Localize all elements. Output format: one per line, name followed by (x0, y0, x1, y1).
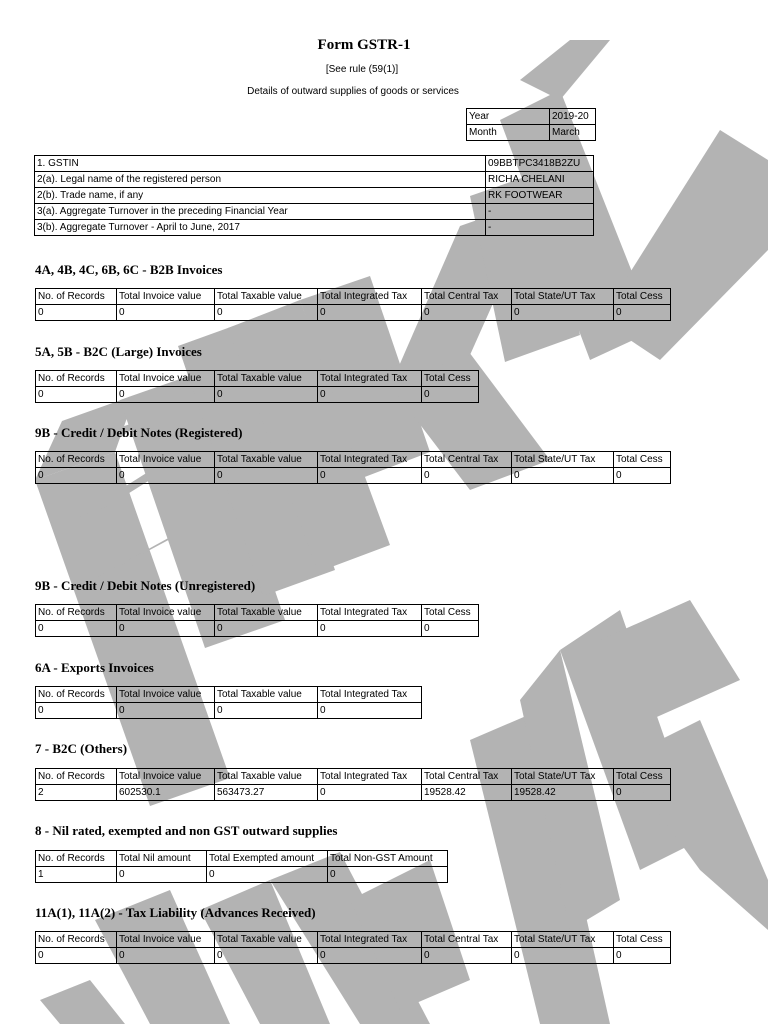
section-title-cdn-registered: 9B - Credit / Debit Notes (Registered) (35, 425, 243, 440)
info-label: 1. GSTIN (35, 156, 486, 172)
info-label: 3(b). Aggregate Turnover - April to June, 2017 (35, 220, 486, 236)
column-header: Total Invoice value (117, 289, 215, 305)
period-label: Year (467, 109, 550, 125)
column-header: Total Invoice value (117, 932, 215, 948)
column-header: Total State/UT Tax (512, 289, 614, 305)
table-row (36, 703, 422, 719)
section-title-nil-rated: 8 - Nil rated, exempted and non GST outward supplies (35, 823, 338, 838)
summary-table-nil-rated (35, 850, 448, 883)
table-cell: 0 (614, 785, 671, 801)
period-row-year (467, 109, 596, 125)
table-cell: 0 (512, 948, 614, 964)
table-cell: 0 (117, 703, 215, 719)
table-cell: 0 (422, 948, 512, 964)
info-value: RICHA CHELANI (486, 172, 594, 188)
table-cell: 0 (318, 468, 422, 484)
table-cell: 0 (512, 468, 614, 484)
column-header: Total Cess (422, 371, 479, 387)
column-header: Total Invoice value (117, 687, 215, 703)
form-subtitle: Details of outward supplies of goods or services (247, 86, 459, 97)
column-header: Total Integrated Tax (318, 687, 422, 703)
column-header: Total State/UT Tax (512, 932, 614, 948)
column-header: Total State/UT Tax (512, 769, 614, 785)
table-cell: 1 (36, 867, 117, 883)
table-cell: 0 (512, 305, 614, 321)
table-cell: 0 (215, 305, 318, 321)
table-cell: 0 (215, 468, 318, 484)
column-header: Total Integrated Tax (318, 605, 422, 621)
column-header: Total Cess (614, 452, 671, 468)
info-row-turnover-q1 (35, 220, 594, 236)
table-cell: 602530.1 (117, 785, 215, 801)
table-cell: 0 (36, 703, 117, 719)
info-value: - (486, 220, 594, 236)
column-header: Total Taxable value (215, 687, 318, 703)
column-header: Total Integrated Tax (318, 452, 422, 468)
table-cell: 0 (207, 867, 328, 883)
column-header: No. of Records (36, 289, 117, 305)
column-header: No. of Records (36, 769, 117, 785)
summary-table-tax-liability (35, 931, 671, 964)
table-row (36, 621, 479, 637)
table-cell: 0 (36, 468, 117, 484)
column-header: Total Central Tax (422, 289, 512, 305)
column-header: Total Cess (422, 605, 479, 621)
summary-table-exports (35, 686, 422, 719)
table-row (36, 867, 448, 883)
column-header: Total Integrated Tax (318, 769, 422, 785)
table-row (36, 305, 671, 321)
column-header: Total Invoice value (117, 769, 215, 785)
table-row (36, 785, 671, 801)
column-header: Total Invoice value (117, 605, 215, 621)
table-cell: 0 (215, 387, 318, 403)
info-label: 2(b). Trade name, if any (35, 188, 486, 204)
table-header-row (36, 851, 448, 867)
column-header: No. of Records (36, 605, 117, 621)
column-header: Total Taxable value (215, 289, 318, 305)
column-header: Total Taxable value (215, 605, 318, 621)
table-cell: 0 (422, 621, 479, 637)
summary-table-b2b (35, 288, 671, 321)
section-title-cdn-unregistered: 9B - Credit / Debit Notes (Unregistered) (35, 578, 256, 593)
column-header: No. of Records (36, 851, 117, 867)
table-cell: 0 (422, 305, 512, 321)
table-cell: 2 (36, 785, 117, 801)
column-header: Total Taxable value (215, 371, 318, 387)
column-header: Total Cess (614, 932, 671, 948)
table-cell: 0 (117, 468, 215, 484)
table-cell: 0 (318, 703, 422, 719)
column-header: Total Cess (614, 769, 671, 785)
table-cell: 0 (328, 867, 448, 883)
table-cell: 0 (36, 305, 117, 321)
column-header: No. of Records (36, 371, 117, 387)
table-cell: 0 (36, 948, 117, 964)
column-header: Total Central Tax (422, 452, 512, 468)
table-row (36, 948, 671, 964)
table-cell: 0 (36, 621, 117, 637)
column-header: Total State/UT Tax (512, 452, 614, 468)
column-header: Total Central Tax (422, 769, 512, 785)
rule-reference: [See rule (59(1)] (325, 64, 399, 75)
info-label: 3(a). Aggregate Turnover in the preceding Financial Year (35, 204, 486, 220)
table-header-row (36, 289, 671, 305)
column-header: Total Taxable value (215, 452, 318, 468)
period-value: March (550, 125, 596, 141)
section-title-b2c-large: 5A, 5B - B2C (Large) Invoices (35, 344, 202, 359)
summary-table-b2c-others (35, 768, 671, 801)
column-header: No. of Records (36, 452, 117, 468)
column-header: No. of Records (36, 932, 117, 948)
table-cell: 0 (318, 305, 422, 321)
period-table (466, 108, 596, 141)
table-cell: 0 (215, 948, 318, 964)
table-cell: 0 (215, 703, 318, 719)
column-header: Total Integrated Tax (318, 932, 422, 948)
table-cell: 0 (318, 948, 422, 964)
column-header: Total Non-GST Amount (328, 851, 448, 867)
column-header: Total Invoice value (117, 452, 215, 468)
table-cell: 0 (614, 305, 671, 321)
table-cell: 0 (422, 387, 479, 403)
table-cell: 0 (117, 867, 207, 883)
form-title: Form GSTR-1 (317, 37, 411, 53)
period-row-month (467, 125, 596, 141)
table-cell: 0 (117, 948, 215, 964)
table-header-row (36, 687, 422, 703)
table-cell: 0 (36, 387, 117, 403)
table-cell: 0 (422, 468, 512, 484)
taxpayer-info-table (34, 155, 594, 236)
table-cell: 19528.42 (512, 785, 614, 801)
table-cell: 563473.27 (215, 785, 318, 801)
table-header-row (36, 605, 479, 621)
summary-table-cdn-registered (35, 451, 671, 484)
period-label: Month (467, 125, 550, 141)
column-header: Total Integrated Tax (318, 371, 422, 387)
column-header: Total Nil amount (117, 851, 207, 867)
column-header: Total Taxable value (215, 932, 318, 948)
column-header: Total Cess (614, 289, 671, 305)
table-cell: 0 (117, 621, 215, 637)
table-header-row (36, 452, 671, 468)
table-cell: 0 (318, 621, 422, 637)
table-row (36, 387, 479, 403)
column-header: Total Invoice value (117, 371, 215, 387)
section-title-exports: 6A - Exports Invoices (35, 660, 154, 675)
table-header-row (36, 371, 479, 387)
info-row-legal-name (35, 172, 594, 188)
section-title-tax-liability: 11A(1), 11A(2) - Tax Liability (Advances Received) (35, 905, 316, 920)
info-row-turnover-prev (35, 204, 594, 220)
table-cell: 0 (117, 387, 215, 403)
table-cell: 0 (215, 621, 318, 637)
summary-table-cdn-unregistered (35, 604, 479, 637)
section-title-b2c-others: 7 - B2C (Others) (35, 741, 128, 756)
table-row (36, 468, 671, 484)
table-cell: 0 (318, 785, 422, 801)
column-header: Total Exempted amount (207, 851, 328, 867)
table-cell: 19528.42 (422, 785, 512, 801)
info-label: 2(a). Legal name of the registered person (35, 172, 486, 188)
info-value: RK FOOTWEAR (486, 188, 594, 204)
table-cell: 0 (318, 387, 422, 403)
section-title-b2b: 4A, 4B, 4C, 6B, 6C - B2B Invoices (35, 262, 223, 277)
info-row-trade-name (35, 188, 594, 204)
table-header-row (36, 769, 671, 785)
table-cell: 0 (614, 948, 671, 964)
column-header: Total Taxable value (215, 769, 318, 785)
info-value: - (486, 204, 594, 220)
column-header: Total Central Tax (422, 932, 512, 948)
column-header: No. of Records (36, 687, 117, 703)
summary-table-b2c-large (35, 370, 479, 403)
table-cell: 0 (117, 305, 215, 321)
period-value: 2019-20 (550, 109, 596, 125)
info-row-gstin (35, 156, 594, 172)
info-value: 09BBTPC3418B2ZU (486, 156, 594, 172)
column-header: Total Integrated Tax (318, 289, 422, 305)
table-header-row (36, 932, 671, 948)
table-cell: 0 (614, 468, 671, 484)
